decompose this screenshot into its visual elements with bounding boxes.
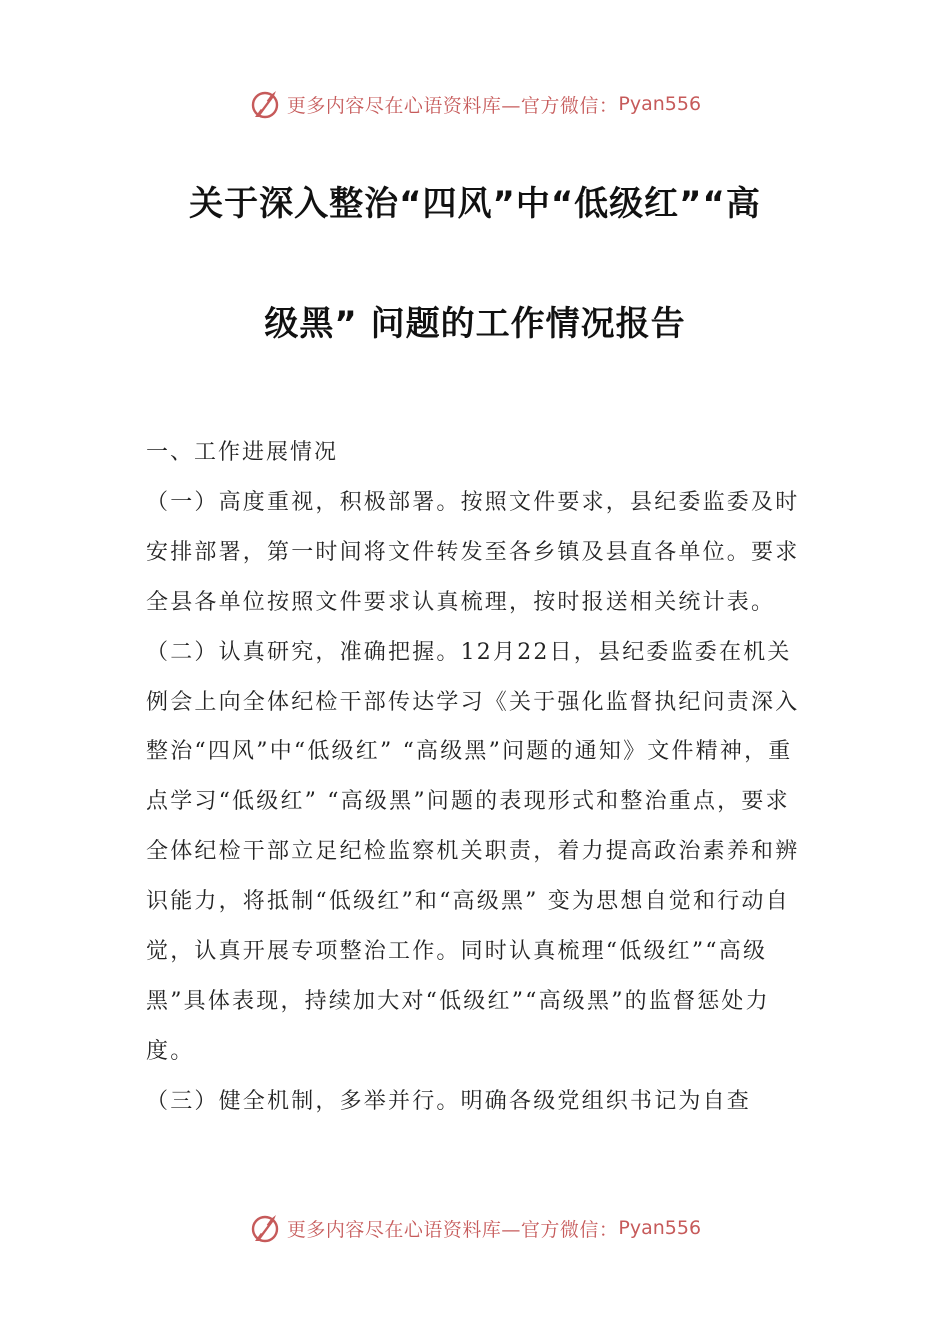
paragraph-3: （三）健全机制，多举并行。明确各级党组织书记为自查 xyxy=(146,1088,752,1114)
banner-text: 更多内容尽在心语资料库—官方微信： xyxy=(286,94,619,117)
footer-watermark-banner xyxy=(0,1208,950,1248)
banner-wechat-id: Pyan556 xyxy=(618,1217,702,1239)
paragraph-1: （一）高度重视，积极部署。按照文件要求，县纪委监委及时安排部署，第一时间将文件转发至各乡镇及县直各单位。要求全县各单位按照文件要求认真梳理，按时报送相关统计表。 xyxy=(146,489,800,615)
banner-text: 更多内容尽在心语资料库—官方微信： xyxy=(286,1218,619,1241)
document-title-line-1: 关于深入整治“四风”中“低级红”“高 xyxy=(189,184,761,224)
pen-logo-icon xyxy=(249,87,283,121)
paragraph-2: （二）认真研究，准确把握。12月22日，县纪委监委在机关例会上向全体纪检干部传达学习《关于强化监督执纪问责深入整治“四风”中“低级红” “高级黑”问题的通知》文件精神，重点学习“低级红” “高级黑”问题的表现形式和整治重点，要求全体纪检干部立足纪检监察机关职责，着力提高政治素养和辨识能力，将抵制“低级红”和“高级黑” 变为思想自觉和行动自觉，认真开展专项整治工作。同时认真梳理“低级红”“高级黑”具体表现，持续加大对“低级红”“高级黑”的监督惩处力度。 xyxy=(146,639,800,1064)
banner-wechat-id: Pyan556 xyxy=(618,93,702,115)
header-watermark-banner xyxy=(0,84,950,124)
document-body xyxy=(146,428,810,1127)
section-heading: 一、工作进展情况 xyxy=(146,440,339,465)
pen-logo-icon xyxy=(249,1211,283,1245)
document-title-line-2: 级黑” 问题的工作情况报告 xyxy=(264,304,686,344)
